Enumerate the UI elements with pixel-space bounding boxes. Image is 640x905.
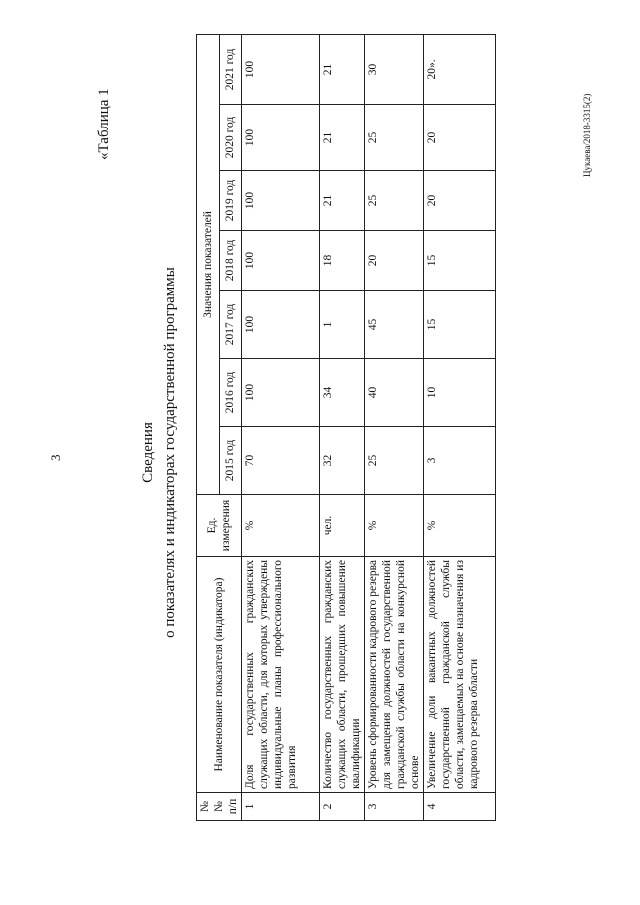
row-value: 32 <box>320 427 365 495</box>
row-value: 100 <box>242 291 320 359</box>
indicators-table <box>196 34 496 821</box>
document-subtitle: о показателях и индикаторах государственной программы <box>162 267 178 638</box>
row-value: 25 <box>365 427 424 495</box>
row-value: 20 <box>424 171 496 231</box>
row-value: 21 <box>320 105 365 171</box>
row-value: 1 <box>320 291 365 359</box>
document-title: Сведения <box>140 422 156 483</box>
header-year: 2016 год <box>219 359 242 427</box>
table-row <box>242 34 320 820</box>
row-name: Уровень сформированности кадрового резерва для замещения должностей государственной гражданской службы области на конкурсной основе <box>365 557 424 793</box>
row-value: 100 <box>242 105 320 171</box>
row-num: 2 <box>320 793 365 821</box>
table-label: «Таблица 1 <box>96 88 112 160</box>
row-num: 1 <box>242 793 320 821</box>
row-value: 3 <box>424 427 496 495</box>
row-value: 20 <box>424 105 496 171</box>
row-value: 45 <box>365 291 424 359</box>
table-row <box>365 34 424 820</box>
row-value: 15 <box>424 231 496 291</box>
row-unit: % <box>365 495 424 557</box>
row-value: 34 <box>320 359 365 427</box>
header-year: 2019 год <box>219 171 242 231</box>
row-value: 25 <box>365 105 424 171</box>
row-value: 18 <box>320 231 365 291</box>
row-num: 3 <box>365 793 424 821</box>
row-value: 100 <box>242 231 320 291</box>
table-row <box>424 34 496 820</box>
row-name: Увеличение доли вакантных должностей государственной гражданской службы области, замещаемых на основе назначения из кадрового резерва области <box>424 557 496 793</box>
header-values-group: Значения показателей <box>197 34 220 494</box>
row-unit: % <box>242 495 320 557</box>
row-name: Количество государственных гражданских служащих области, прошедших повышение квалификации <box>320 557 365 793</box>
row-unit: % <box>424 495 496 557</box>
row-value: 21 <box>320 34 365 104</box>
document-code: Цукаева/2018-3315(2) <box>582 93 592 177</box>
row-unit: чел. <box>320 495 365 557</box>
row-num: 4 <box>424 793 496 821</box>
row-value: 21 <box>320 171 365 231</box>
row-value: 40 <box>365 359 424 427</box>
header-year: 2021 год <box>219 34 242 104</box>
header-year: 2015 год <box>219 427 242 495</box>
header-year: 2017 год <box>219 291 242 359</box>
header-num: №№ п/п <box>197 793 242 821</box>
row-value: 100 <box>242 171 320 231</box>
row-value: 100 <box>242 34 320 104</box>
header-year: 2020 год <box>219 105 242 171</box>
header-name: Наименование показателя (индикатора) <box>197 557 242 793</box>
row-value: 20». <box>424 34 496 104</box>
row-name: Доля государственных гражданских служащих области, для которых утверждены индивидуальные планы профессионального развития <box>242 557 320 793</box>
header-year: 2018 год <box>219 231 242 291</box>
row-value: 70 <box>242 427 320 495</box>
header-unit: Ед. измерения <box>197 495 242 557</box>
row-value: 15 <box>424 291 496 359</box>
page-number: 3 <box>48 454 63 461</box>
row-value: 10 <box>424 359 496 427</box>
row-value: 20 <box>365 231 424 291</box>
row-value: 30 <box>365 34 424 104</box>
row-value: 25 <box>365 171 424 231</box>
row-value: 100 <box>242 359 320 427</box>
table-row <box>320 34 365 820</box>
